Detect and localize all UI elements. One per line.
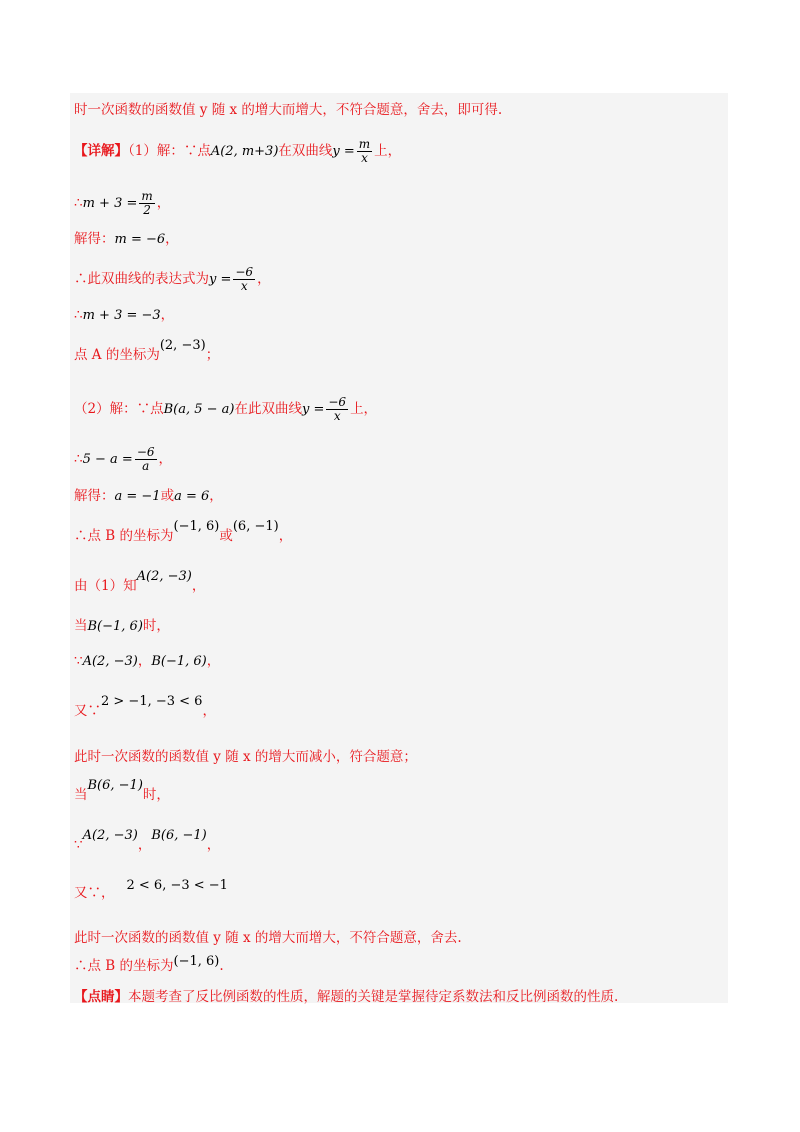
punct: ，	[137, 837, 152, 853]
hyperbola-lhs: y =	[301, 402, 325, 417]
hyperbola-fraction	[326, 396, 348, 423]
case1-line	[74, 617, 170, 636]
coordinate-a-line	[74, 338, 220, 365]
punct: ，	[209, 488, 223, 504]
case1-conclusion-line	[74, 748, 417, 766]
analysis-tail-line	[74, 101, 502, 119]
final-answer-line	[74, 954, 224, 976]
comment-line	[74, 988, 618, 1006]
punct: 时，	[142, 618, 170, 634]
also-because: 又∵，	[74, 885, 115, 901]
punct: .	[219, 958, 224, 974]
fraction-denominator: x	[240, 279, 248, 293]
fraction-denominator: 2	[143, 203, 151, 217]
part2-intro: （2）解：∵点	[74, 401, 164, 417]
hyperbola-lhs: y =	[332, 144, 355, 159]
therefore-symbol: ∴	[74, 195, 83, 211]
coordinate-b-line	[74, 519, 293, 546]
equation-line-1	[74, 190, 170, 217]
part2-mid: 在此双曲线	[234, 401, 302, 417]
point-a-value: A(2, −3)	[136, 569, 192, 584]
equation-fraction	[139, 190, 154, 217]
fraction-denominator: x	[333, 409, 341, 423]
fraction-denominator: a	[142, 459, 150, 473]
detail-tag: 【详解】	[74, 143, 128, 159]
coordinate-value: (2, −3)	[159, 338, 206, 353]
point-a-expr: A(2, m+3)	[210, 144, 279, 159]
analysis-tail-text: 时一次函数的函数值 y 随 x 的增大而增大，不符合题意，舍去，即可得.	[74, 102, 503, 118]
punct: ，	[202, 703, 216, 719]
punct: ，	[206, 653, 221, 669]
punct: 上，	[350, 401, 378, 417]
equation-lhs: 5 − a =	[82, 452, 133, 467]
coordinate-label: 点 A 的坐标为	[74, 347, 160, 363]
case2-line	[74, 778, 170, 805]
point-b-value: B(6, −1)	[151, 828, 207, 843]
coordinate-value-1: (−1, 6)	[173, 519, 220, 534]
equation-line-3	[74, 446, 172, 473]
expression-label: ∴此双曲线的表达式为	[74, 271, 209, 287]
solve-line-2	[74, 487, 223, 506]
case2-compare-line	[74, 878, 228, 903]
point-b-value: B(−1, 6)	[87, 619, 143, 634]
case1-compare-line	[74, 694, 216, 721]
detail-mid: 在双曲线	[278, 143, 333, 159]
when-word: 当	[74, 618, 88, 634]
inequality: 2 > −1, −3 < 6	[101, 694, 203, 709]
fraction-numerator: m	[141, 189, 153, 203]
fraction-numerator: −6	[235, 265, 254, 279]
inequality: 2 < 6, −3 < −1	[126, 878, 228, 893]
equation-line-2	[74, 306, 174, 325]
coordinate-value-2: (6, −1)	[232, 519, 279, 534]
case1-conclusion: 此时一次函数的函数值 y 随 x 的增大而减小，符合题意；	[74, 749, 417, 765]
punct: ，	[278, 528, 293, 544]
case1-points-line	[74, 652, 220, 671]
punct: ，	[158, 451, 173, 467]
hyperbola-fraction	[357, 138, 372, 165]
equation-fraction	[135, 446, 157, 473]
solve-line-1	[74, 230, 179, 249]
fraction-numerator: −6	[328, 395, 347, 409]
punct: ，	[156, 195, 171, 211]
point-a-value: A(2, −3)	[82, 654, 138, 669]
solve-result-1: a = −1	[114, 489, 161, 504]
fraction-numerator: m	[358, 137, 371, 151]
point-b-value: B(6, −1)	[87, 778, 143, 793]
comment-text: 本题考查了反比例函数的性质，解题的关键是掌握待定系数法和反比例函数的性质.	[128, 989, 619, 1005]
punct: ，	[160, 307, 175, 323]
final-coordinate: (−1, 6)	[173, 954, 220, 969]
point-b-expr: B(a, 5 − a)	[163, 402, 235, 417]
solve-label: 解得：	[74, 231, 115, 247]
because-symbol: ∵	[74, 837, 83, 853]
punct: ，	[257, 271, 271, 287]
when-word: 当	[74, 787, 88, 803]
fraction-denominator: x	[361, 151, 368, 165]
part2-line	[74, 396, 377, 423]
therefore-symbol: ∴	[74, 451, 83, 467]
expression-line	[74, 266, 271, 293]
punct: 时，	[142, 787, 170, 803]
coordinate-label: ∴点 B 的坐标为	[74, 958, 174, 974]
detail-end: 上，	[374, 143, 402, 159]
case2-points-line	[74, 828, 221, 855]
punct: ；	[205, 347, 220, 363]
hyperbola-lhs: y =	[209, 272, 232, 287]
coordinate-label: ∴点 B 的坐标为	[74, 528, 174, 544]
detail-line-1	[74, 138, 401, 165]
point-b-value: B(−1, 6)	[151, 654, 207, 669]
equation-lhs: m + 3 =	[82, 196, 138, 211]
or-word: 或	[160, 488, 175, 504]
solve-result-2: a = 6	[174, 489, 210, 504]
therefore-symbol: ∴	[74, 307, 83, 323]
punct: ，	[206, 837, 221, 853]
or-word: 或	[219, 528, 233, 544]
recall-line	[74, 569, 206, 596]
punct: ，	[137, 653, 152, 669]
hyperbola-fraction	[233, 266, 255, 293]
case2-conclusion-line	[74, 929, 462, 947]
solve-result: m = −6	[114, 232, 166, 247]
fraction-numerator: −6	[136, 445, 155, 459]
punct: ，	[165, 231, 179, 247]
also-because: 又∵	[74, 703, 101, 719]
detail-intro: （1）解：∵点	[128, 143, 211, 159]
equation-result: m + 3 = −3	[82, 308, 161, 323]
case2-conclusion: 此时一次函数的函数值 y 随 x 的增大而增大，不符合题意，舍去.	[74, 930, 462, 946]
because-symbol: ∵	[74, 653, 83, 669]
solve-label: 解得：	[74, 488, 115, 504]
point-a-value: A(2, −3)	[82, 828, 138, 843]
recall-label: 由（1）知	[74, 578, 137, 594]
punct: ，	[191, 578, 206, 594]
comment-tag: 【点睛】	[74, 989, 128, 1005]
